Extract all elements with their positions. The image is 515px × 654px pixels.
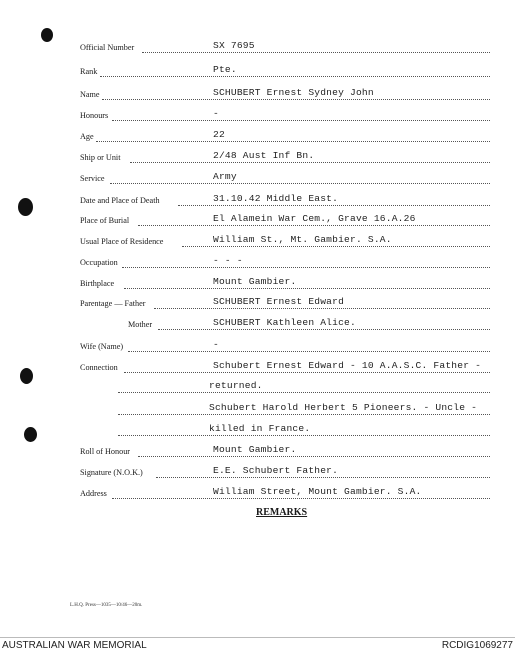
dotted-leader	[124, 288, 490, 289]
field-value: E.E. Schubert Father.	[213, 465, 339, 476]
field-honours	[80, 108, 500, 125]
field-connection-line-4	[80, 423, 500, 440]
field-label: Official Number	[80, 43, 135, 52]
field-parentage-mother	[80, 317, 500, 334]
dotted-leader	[182, 246, 490, 247]
dotted-leader	[130, 162, 490, 163]
field-wife-name	[80, 339, 500, 356]
field-label: Address	[80, 489, 107, 498]
punch-hole-mid-upper	[18, 198, 33, 216]
field-value: - - -	[213, 255, 243, 266]
footer-divider	[0, 637, 515, 638]
field-value: 31.10.42 Middle East.	[213, 193, 339, 204]
field-label: Place of Burial	[80, 216, 130, 225]
field-occupation	[80, 255, 500, 272]
dotted-leader	[110, 183, 490, 184]
field-value: SCHUBERT Kathleen Alice.	[213, 317, 356, 328]
field-date-place-of-death	[80, 193, 500, 210]
field-connection-line-3	[80, 402, 500, 419]
dotted-leader	[118, 435, 490, 436]
dotted-leader	[118, 414, 490, 415]
field-birthplace	[80, 276, 500, 293]
field-label: Wife (Name)	[80, 342, 124, 351]
field-value: SX 7695	[213, 40, 255, 51]
dotted-leader	[154, 308, 490, 309]
field-label: Birthplace	[80, 279, 115, 288]
printer-imprint: L.H.Q. Press—1035—10/46—20m.	[70, 603, 143, 608]
punch-hole-mid-lower	[20, 368, 33, 384]
footer-institution: AUSTRALIAN WAR MEMORIAL	[2, 640, 147, 651]
field-official-number	[80, 40, 500, 57]
field-value: Army	[213, 171, 237, 182]
dotted-leader	[118, 392, 490, 393]
field-value: killed in France.	[209, 423, 311, 434]
field-value: SCHUBERT Ernest Sydney John	[213, 87, 374, 98]
punch-hole-top	[41, 28, 53, 42]
dotted-leader	[138, 225, 490, 226]
field-value: Schubert Ernest Edward - 10 A.A.S.C. Father -	[213, 360, 482, 371]
field-name	[80, 87, 500, 104]
field-value: Mount Gambier.	[213, 444, 297, 455]
field-label: Mother	[128, 320, 153, 329]
dotted-leader	[100, 76, 490, 77]
field-age	[80, 129, 500, 146]
dotted-leader	[128, 351, 490, 352]
field-address	[80, 486, 500, 503]
field-parentage-father	[80, 296, 500, 313]
field-value: Mount Gambier.	[213, 276, 297, 287]
field-connection	[80, 360, 500, 377]
dotted-leader	[156, 477, 490, 478]
field-value: El Alamein War Cem., Grave 16.A.26	[213, 213, 416, 224]
dotted-leader	[124, 372, 490, 373]
field-label: Roll of Honour	[80, 447, 131, 456]
field-label: Connection	[80, 363, 118, 372]
field-label: Parentage — Father	[80, 299, 146, 308]
dotted-leader	[142, 52, 490, 53]
remarks-heading: REMARKS	[256, 507, 308, 518]
field-label: Ship or Unit	[80, 153, 121, 162]
field-connection-line-2	[80, 380, 500, 397]
field-label: Occupation	[80, 258, 118, 267]
dotted-leader	[102, 99, 490, 100]
field-label: Date and Place of Death	[80, 196, 160, 205]
field-place-of-burial	[80, 213, 500, 230]
field-label: Name	[80, 90, 100, 99]
field-usual-residence	[80, 234, 500, 251]
field-value: 22	[213, 129, 225, 140]
dotted-leader	[138, 456, 490, 457]
field-value: returned.	[209, 380, 263, 391]
dotted-leader	[178, 205, 490, 206]
dotted-leader	[158, 329, 490, 330]
field-ship-or-unit	[80, 150, 500, 167]
dotted-leader	[122, 267, 490, 268]
punch-hole-bottom	[24, 427, 37, 442]
field-label: Rank	[80, 67, 98, 76]
field-value: 2/48 Aust Inf Bn.	[213, 150, 315, 161]
field-label: Signature (N.O.K.)	[80, 468, 143, 477]
field-value: Schubert Harold Herbert 5 Pioneers. - Uncle -	[209, 402, 478, 413]
field-value: William Street, Mount Gambier. S.A.	[213, 486, 422, 497]
field-label: Usual Place of Residence	[80, 237, 164, 246]
field-value: Pte.	[213, 64, 237, 75]
field-roll-of-honour	[80, 444, 500, 461]
field-label: Honours	[80, 111, 109, 120]
dotted-leader	[112, 498, 490, 499]
dotted-leader	[112, 120, 490, 121]
footer-record-id: RCDIG1069277	[441, 640, 513, 651]
field-value: -	[213, 339, 219, 350]
field-signature-nok	[80, 465, 500, 482]
field-label: Age	[80, 132, 94, 141]
field-value: William St., Mt. Gambier. S.A.	[213, 234, 392, 245]
dotted-leader	[96, 141, 490, 142]
field-value: SCHUBERT Ernest Edward	[213, 296, 345, 307]
field-value: -	[213, 108, 219, 119]
field-label: Service	[80, 174, 105, 183]
field-rank	[80, 64, 500, 81]
field-service	[80, 171, 500, 188]
